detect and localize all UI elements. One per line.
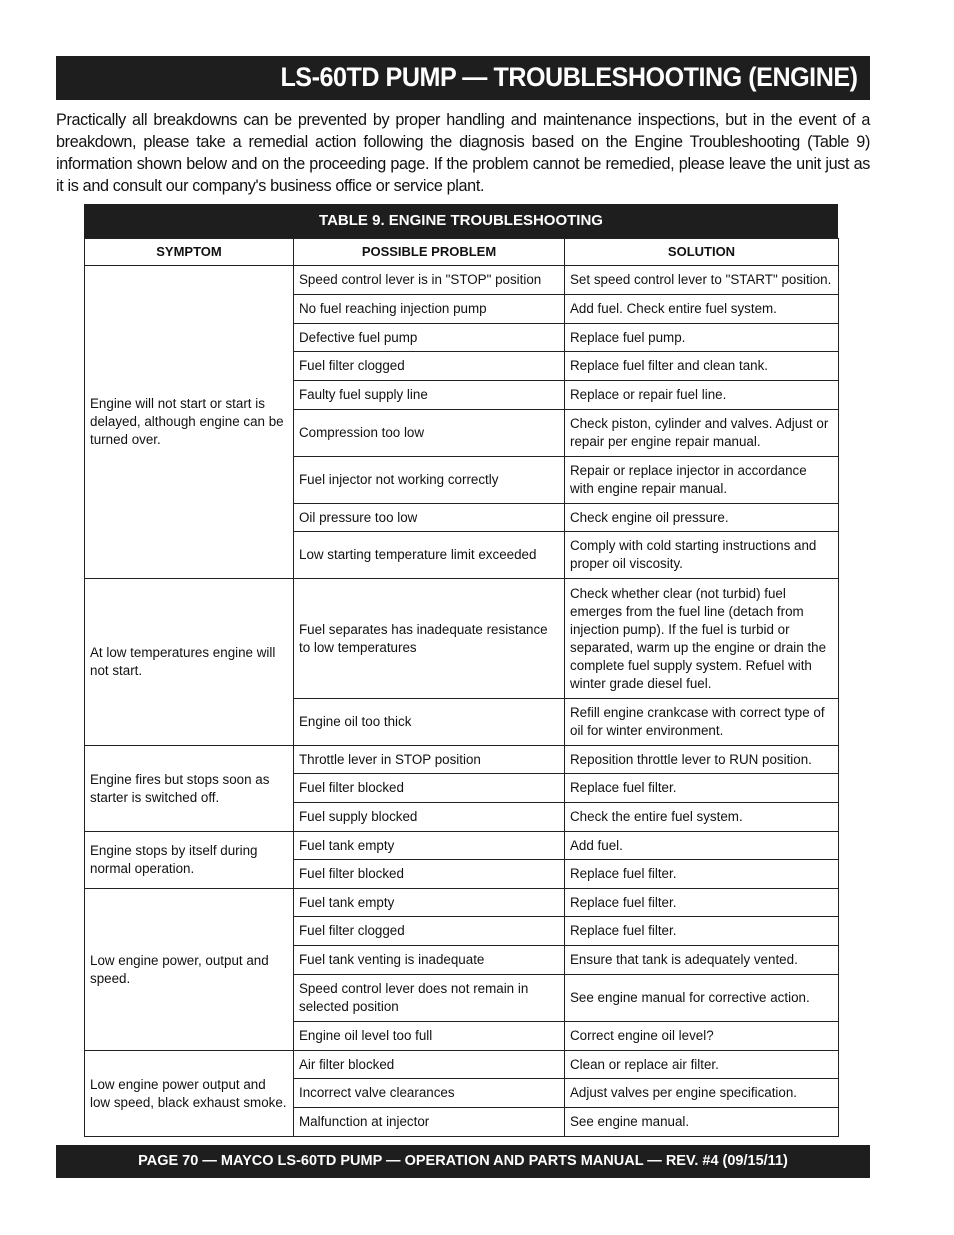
table-row — [85, 746, 839, 774]
table-row — [85, 579, 839, 699]
solution-cell: Ensure that tank is adequately vented. — [565, 946, 839, 975]
problem-cell: Fuel tank empty — [294, 889, 565, 917]
solution-cell: Replace or repair fuel line. — [565, 381, 839, 410]
table-title: TABLE 9. ENGINE TROUBLESHOOTING — [84, 204, 838, 238]
problem-cell: Engine oil too thick — [294, 699, 565, 746]
page-title: LS-60TD PUMP — TROUBLESHOOTING (ENGINE) — [280, 62, 858, 92]
troubleshooting-table — [84, 204, 838, 1137]
table-row — [85, 266, 839, 295]
problem-cell: Low starting temperature limit exceeded — [294, 532, 565, 579]
solution-cell: Correct engine oil level? — [565, 1022, 839, 1051]
solution-cell: Replace fuel filter. — [565, 774, 839, 803]
solution-cell: Check piston, cylinder and valves. Adjust or repair per engine repair manual. — [565, 410, 839, 457]
solution-cell: Replace fuel pump. — [565, 324, 839, 352]
problem-cell: Throttle lever in STOP position — [294, 746, 565, 774]
solution-cell: Replace fuel filter. — [565, 860, 839, 889]
solution-cell: Replace fuel filter. — [565, 889, 839, 917]
table-row — [85, 1051, 839, 1079]
problem-cell: Fuel filter blocked — [294, 860, 565, 889]
solution-cell: See engine manual for corrective action. — [565, 975, 839, 1022]
problem-cell: Speed control lever is in "STOP" position — [294, 266, 565, 295]
problem-cell: Fuel supply blocked — [294, 803, 565, 832]
symptom-cell: Low engine power, output and speed. — [85, 889, 294, 1051]
problem-cell: Fuel filter clogged — [294, 917, 565, 946]
table-header-row — [85, 239, 839, 266]
problem-cell: Malfunction at injector — [294, 1108, 565, 1137]
intro-paragraph: Practically all breakdowns can be prevented by proper handling and maintenance inspections, but in the event of a breakdown, please take a remedial action following the diagnosis based on the Engine Troubleshooting (Table 9) information shown below and on the proceeding page. If the problem cannot be remedied, please leave the unit just as it is and consult our company's business office or service plant. — [56, 111, 870, 195]
solution-cell: Set speed control lever to "START" position. — [565, 266, 839, 295]
page-title-bar — [56, 56, 870, 100]
problem-cell: Faulty fuel supply line — [294, 381, 565, 410]
problem-cell: Fuel tank empty — [294, 832, 565, 860]
troubleshooting-grid — [84, 238, 839, 1137]
solution-cell: Check the entire fuel system. — [565, 803, 839, 832]
table-row — [85, 889, 839, 917]
solution-cell: See engine manual. — [565, 1108, 839, 1137]
solution-cell: Reposition throttle lever to RUN position. — [565, 746, 839, 774]
header-possible-problem: POSSIBLE PROBLEM — [294, 239, 565, 266]
page-footer: PAGE 70 — MAYCO LS-60TD PUMP — OPERATION AND PARTS MANUAL — REV. #4 (09/15/11) — [56, 1145, 870, 1178]
solution-cell: Check whether clear (not turbid) fuel emerges from the fuel line (detach from injection pump). If the fuel is turbid or separated, warm up the engine or drain the complete fuel supply system. Refuel with winter grade diesel fuel. — [565, 579, 839, 699]
table-row — [85, 832, 839, 860]
problem-cell: Fuel tank venting is inadequate — [294, 946, 565, 975]
solution-cell: Refill engine crankcase with correct type of oil for winter environment. — [565, 699, 839, 746]
problem-cell: Oil pressure too low — [294, 504, 565, 532]
problem-cell: Incorrect valve clearances — [294, 1079, 565, 1108]
solution-cell: Repair or replace injector in accordance with engine repair manual. — [565, 457, 839, 504]
header-symptom: SYMPTOM — [85, 239, 294, 266]
problem-cell: Engine oil level too full — [294, 1022, 565, 1051]
solution-cell: Add fuel. — [565, 832, 839, 860]
header-solution: SOLUTION — [565, 239, 839, 266]
solution-cell: Check engine oil pressure. — [565, 504, 839, 532]
problem-cell: Fuel separates has inadequate resistance to low temperatures — [294, 579, 565, 699]
symptom-cell: Engine fires but stops soon as starter is switched off. — [85, 746, 294, 832]
problem-cell: Speed control lever does not remain in selected position — [294, 975, 565, 1022]
table-body — [85, 266, 839, 1137]
problem-cell: Fuel filter clogged — [294, 352, 565, 381]
solution-cell: Replace fuel filter. — [565, 917, 839, 946]
symptom-cell: At low temperatures engine will not start. — [85, 579, 294, 746]
problem-cell: Fuel injector not working correctly — [294, 457, 565, 504]
problem-cell: Fuel filter blocked — [294, 774, 565, 803]
solution-cell: Comply with cold starting instructions and proper oil viscosity. — [565, 532, 839, 579]
solution-cell: Add fuel. Check entire fuel system. — [565, 295, 839, 324]
symptom-cell: Engine will not start or start is delayed, although engine can be turned over. — [85, 266, 294, 579]
solution-cell: Adjust valves per engine specification. — [565, 1079, 839, 1108]
solution-cell: Clean or replace air filter. — [565, 1051, 839, 1079]
problem-cell: Compression too low — [294, 410, 565, 457]
problem-cell: Air filter blocked — [294, 1051, 565, 1079]
problem-cell: No fuel reaching injection pump — [294, 295, 565, 324]
solution-cell: Replace fuel filter and clean tank. — [565, 352, 839, 381]
symptom-cell: Low engine power output and low speed, black exhaust smoke. — [85, 1051, 294, 1137]
problem-cell: Defective fuel pump — [294, 324, 565, 352]
symptom-cell: Engine stops by itself during normal operation. — [85, 832, 294, 889]
